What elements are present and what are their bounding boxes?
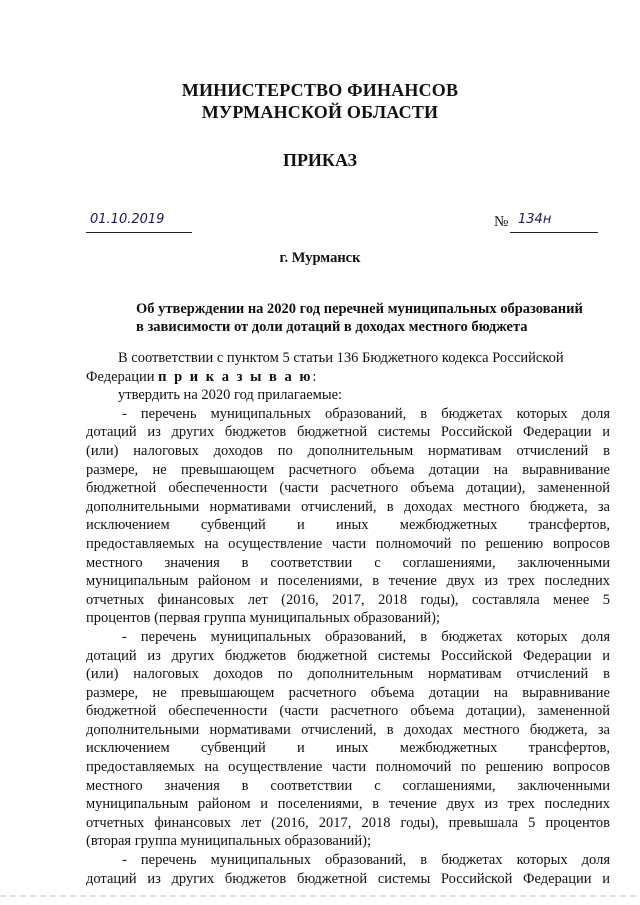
city-line: г. Мурманск [279,250,361,266]
body-line: предоставляемых на осуществление части полномочий по решению вопросов [86,759,610,776]
body-line: (или) налоговых доходов по дополнительным нормативам отчислений в [86,442,610,459]
ministry-title-line2: МУРМАНСКОЙ ОБЛАСТИ [201,102,439,122]
handwritten-number: 134н [518,212,552,227]
scan-artifact-line [0,895,640,897]
order-verb: п р и к а з ы в а ю [158,368,313,385]
body-line: утвердить на 2020 год прилагаемые: [118,387,343,404]
body-line: - перечень муниципальных образований, в бюджетах которых доля [122,852,610,869]
body-line: предоставляемых на осуществление части полномочий по решению вопросов [86,535,610,552]
document-type: ПРИКАЗ [282,150,358,170]
date-field [86,212,192,233]
body-line: муниципальным районом и поселениями, в течение двух из трех последних [86,796,610,813]
body-line: дополнительными нормативами отчислений, в доходах местного бюджета, за [86,498,610,515]
body-line: бюджетной обеспеченности (части расчетного объема дотации), замененной [86,703,610,720]
body-line: дотаций из других бюджетов бюджетной системы Российской Федерации и [86,870,610,887]
body-line: процентов (первая группа муниципальных образований); [86,610,441,627]
body-line: (или) налоговых доходов по дополнительным нормативам отчислений в [86,666,610,683]
body-line: муниципальным районом и поселениями, в течение двух из трех последних [86,573,610,590]
body-line: отчетных финансовых лет (2016, 2017, 2018 годы), превышала 5 процентов [86,814,610,831]
body-line: местного значения в соответствии с соглашениями, заключенными [86,777,610,794]
ministry-title-line1: МИНИСТЕРСТВО ФИНАНСОВ [181,80,459,100]
body-text: Федерации [86,368,159,385]
number-field [510,212,598,233]
body-line: (вторая группа муниципальных образований); [86,833,371,850]
order-subject [136,300,606,336]
body-line: - перечень муниципальных образований, в бюджетах которых доля [122,628,610,645]
body-line: размере, не превышающем расчетного объема дотации на выравнивание [86,461,610,478]
order-body [86,349,610,888]
body-line: исключением субвенций и иных межбюджетных трансфертов, [86,517,610,534]
body-line: В соответствии с пунктом 5 статьи 136 Бюджетного кодекса Российской [118,350,564,366]
body-line: дотаций из других бюджетов бюджетной системы Российской Федерации и [86,424,610,441]
number-label: № [494,214,509,230]
body-line: дополнительными нормативами отчислений, в доходах местного бюджета, за [86,721,610,738]
body-line: местного значения в соответствии с соглашениями, заключенными [86,554,610,571]
handwritten-date: 01.10.2019 [90,212,165,227]
subject-line: в зависимости от доли дотаций в доходах местного бюджета [136,319,528,335]
body-line: бюджетной обеспеченности (части расчетного объема дотации), замененной [86,480,610,497]
body-line: - перечень муниципальных образований, в бюджетах которых доля [122,405,610,422]
body-line: размере, не превышающем расчетного объема дотации на выравнивание [86,684,610,701]
body-line: исключением субвенций и иных межбюджетных трансфертов, [86,740,610,757]
body-text: : [312,368,317,385]
body-line: отчетных финансовых лет (2016, 2017, 2018 годы), составляла менее 5 [86,591,610,608]
subject-line: Об утверждении на 2020 год перечней муниципальных образований [136,301,583,317]
body-line: дотаций из других бюджетов бюджетной системы Российской Федерации и [86,647,610,664]
body-line [86,368,610,387]
